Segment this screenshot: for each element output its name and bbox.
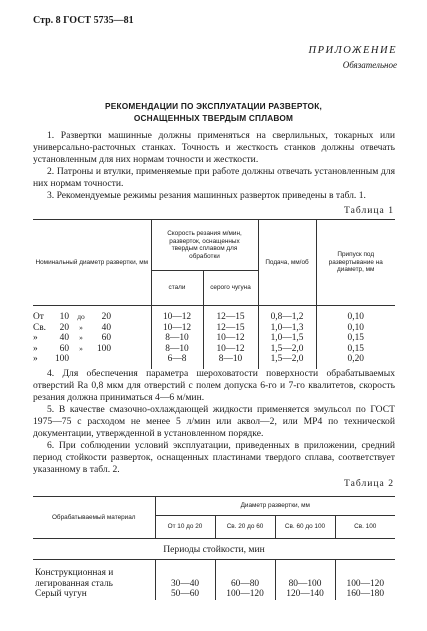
document-title — [0, 100, 427, 124]
t2-cell-v3: 120—140 — [275, 589, 335, 600]
t2-cell-v4: 100—120 — [335, 560, 395, 590]
table-row — [33, 589, 395, 600]
table-row — [33, 333, 395, 344]
document-title-line1: РЕКОМЕНДАЦИИ ПО ЭКСПЛУАТАЦИИ РАЗВЕРТОК, — [105, 101, 322, 111]
paragraph-4: 4. Для обеспечения параметра шероховатости поверхности обрабатываемых отверстий Ra 0,8 мкм для отверстий с полем допуска 6-го и 7-го квалитетов, скорость резания должна приниматься 4—6 м/мин. — [33, 368, 395, 403]
t2-range-4: Св. 100 — [335, 516, 395, 539]
appendix-title: ПРИЛОЖЕНИЕ — [308, 45, 397, 56]
t2-header-material: Обрабатываемый материал — [33, 497, 155, 539]
table-row — [33, 354, 395, 365]
t1-header-steel: стали — [151, 271, 203, 306]
t1-to: 100 — [96, 343, 111, 354]
page-header: Стр. 8 ГОСТ 5735—81 — [33, 15, 134, 26]
t2-cell-v1: 50—60 — [155, 589, 215, 600]
t1-cell-diameter — [33, 323, 151, 334]
t1-cell-allowance: 0,15 — [316, 333, 395, 344]
paragraph-6: 6. При соблюдении условий эксплуатации, приведенных в приложении, средний период стойкости разверток, оснащенных пластинами твердого сплава, соответствует указанному в табл. 2. — [33, 440, 395, 475]
paragraph-1: 1. Развертки машинные должны применяться на сверлильных, токарных или универсально-расточных станках. Точность и жесткость станков должны отвечать установленным для них нормам точности и жесткости. — [33, 130, 395, 165]
t2-header-diameter: Диаметр развертки, мм — [155, 497, 395, 516]
t1-header-iron: серого чугуна — [203, 271, 258, 306]
t1-header-speed: Скорость резания м/мин, разверток, оснащенных твердым сплавом для обработки — [151, 220, 258, 271]
t2-subheader: Периоды стойкости, мин — [33, 539, 395, 560]
t1-from: 10 — [59, 312, 69, 322]
t1-cell-iron: 8—10 — [203, 354, 258, 365]
t1-to-word: до — [77, 312, 85, 321]
t1-cell-steel: 8—10 — [151, 344, 203, 355]
t2-cell-material: Конструкционная и легированная сталь — [35, 568, 114, 589]
t2-cell-v2: 100—120 — [215, 589, 275, 600]
t1-from: 60 — [59, 343, 69, 354]
t1-to-word: » — [79, 333, 83, 342]
t1-cell-steel: 6—8 — [151, 354, 203, 365]
table1-caption: Таблица 1 — [343, 205, 394, 216]
t1-cell-allowance: 0,10 — [316, 312, 395, 323]
table-row — [33, 312, 395, 323]
t1-cell-allowance: 0,20 — [316, 354, 395, 365]
t2-range-3: Св. 60 до 100 — [275, 516, 335, 539]
t1-cell-iron: 12—15 — [203, 323, 258, 334]
table-row — [33, 560, 395, 590]
t2-cell-v3: 80—100 — [275, 560, 335, 590]
t1-prefix: » — [33, 354, 38, 364]
table2-caption: Таблица 2 — [343, 478, 394, 489]
paragraph-5: 5. В качестве смазочно-охлаждающей жидкости применяется эмульсол по ГОСТ 1975—75 с расходом не менее 5 л/мин или аквол—2, или МР4 по технической документации, утвержденной в установленном порядке. — [33, 404, 395, 439]
t1-cell-iron: 10—12 — [203, 333, 258, 344]
paragraph-3: 3. Рекомендуемые режимы резания машинных разверток приведены в табл. 1. — [47, 190, 366, 201]
t1-to: 40 — [101, 322, 111, 333]
t1-header-allowance: Припуск под развертывание на диаметр, мм — [316, 220, 395, 306]
t2-cell-v1: 30—40 — [155, 560, 215, 590]
paragraphs-mid — [33, 368, 395, 476]
t1-to-word: » — [79, 322, 83, 332]
t1-header-diameter: Номинальный диаметр развертки, мм — [33, 220, 151, 306]
appendix-subtitle: Обязательное — [342, 60, 397, 70]
paragraphs-top — [33, 130, 395, 202]
t1-prefix: » — [33, 343, 38, 354]
paragraph-2: 2. Патроны и втулки, применяемые при работе должны отвечать установленным для них нормам точности. — [33, 166, 395, 189]
t1-cell-iron: 10—12 — [203, 344, 258, 355]
t1-cell-steel: 8—10 — [151, 333, 203, 344]
t2-range-1: От 10 до 20 — [155, 516, 215, 539]
t1-to-word: » — [79, 343, 83, 353]
t1-cell-diameter — [33, 344, 151, 355]
t1-cell-feed: 1,5—2,0 — [258, 354, 316, 365]
t1-cell-steel: 10—12 — [151, 323, 203, 334]
t1-header-feed: Подача, мм/об — [258, 220, 316, 306]
t2-range-2: Св. 20 до 60 — [215, 516, 275, 539]
t1-prefix: Св. — [33, 322, 47, 333]
t1-cell-diameter — [33, 312, 151, 323]
t1-cell-iron: 12—15 — [203, 312, 258, 323]
t1-cell-feed: 0,8—1,2 — [258, 312, 316, 323]
t1-from: 40 — [59, 333, 69, 343]
t1-cell-diameter — [33, 333, 151, 344]
t1-cell-diameter — [33, 354, 151, 365]
t2-cell-material: Серый чугун — [35, 589, 87, 599]
t1-to: 20 — [101, 312, 111, 322]
t1-cell-feed: 1,0—1,5 — [258, 333, 316, 344]
table-2 — [33, 496, 395, 600]
table-1 — [33, 219, 395, 369]
t1-from: 100 — [54, 354, 69, 364]
t1-from: 20 — [59, 322, 69, 333]
t1-prefix: От — [33, 312, 44, 322]
t2-cell-v2: 60—80 — [215, 560, 275, 590]
t1-cell-allowance: 0,15 — [316, 344, 395, 355]
t1-cell-feed: 1,5—2,0 — [258, 344, 316, 355]
t1-cell-feed: 1,0—1,3 — [258, 323, 316, 334]
table-row — [33, 323, 395, 334]
t1-cell-allowance: 0,10 — [316, 323, 395, 334]
t1-prefix: » — [33, 333, 38, 343]
table-row — [33, 344, 395, 355]
document-title-line2: ОСНАЩЕННЫХ ТВЕРДЫМ СПЛАВОМ — [133, 113, 294, 123]
t2-cell-v4: 160—180 — [335, 589, 395, 600]
t1-to: 60 — [101, 333, 111, 343]
t1-cell-steel: 10—12 — [151, 312, 203, 323]
